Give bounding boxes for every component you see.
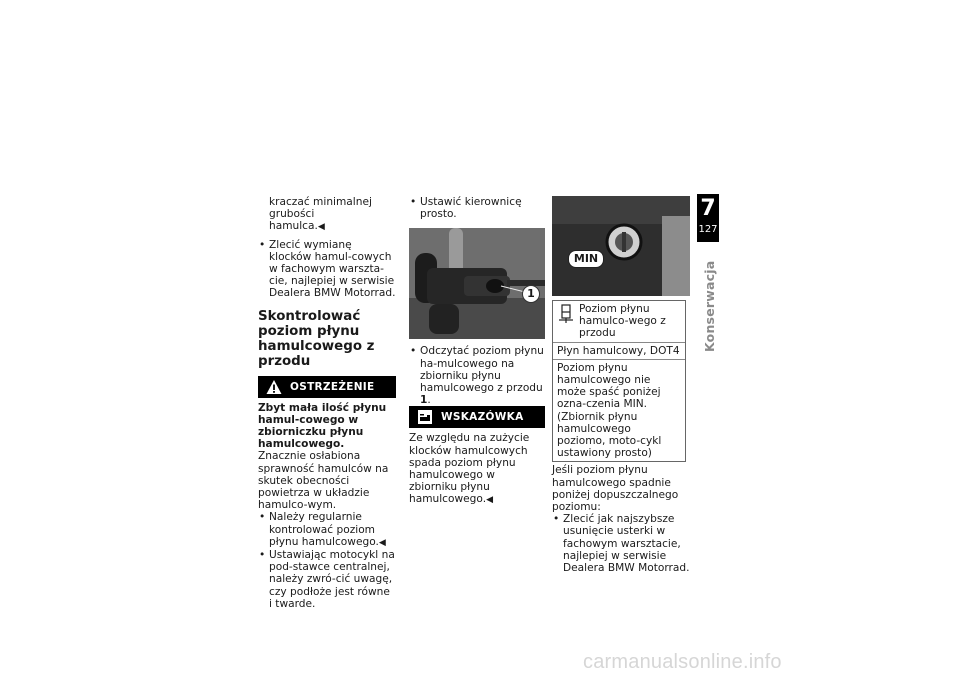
list-item: • Zlecić jak najszybsze usunięcie usterki w fachowym warsztacie, najlepiej w serwisie Dealera BMW Motorrad.: [552, 513, 690, 574]
spec-table: [552, 300, 686, 462]
end-mark: ◀: [378, 537, 386, 548]
spec-table-title: Poziom płynu hamulco-wego z przodu: [579, 303, 666, 340]
body-text: Jeśli poziom płynu hamulcowego spadnie poniżej dopuszczalnego poziomu:: [552, 464, 679, 514]
warning-triangle-icon: [266, 379, 282, 395]
spec-table-header: [553, 301, 685, 343]
hand-pointer-icon: [417, 409, 433, 425]
brake-fluid-level-icon: [557, 303, 575, 325]
reservoir-min-illustration: [552, 196, 690, 296]
reservoir-min-photo: [552, 196, 690, 296]
spec-table-row: Poziom płynu hamulcowego nie może spaść poniżej ozna-czenia MIN. (Zbiornik płynu hamulcowego poziomo, moto-cykl ustawiony prosto): [557, 361, 662, 460]
warning-bold-text: Zbyt mała ilość płynu hamul-cowego w zbiorniczku płynu hamulcowego.: [258, 401, 387, 451]
handlebar-reservoir-photo: [409, 228, 545, 339]
watermark: carmanualsonline.info: [583, 651, 782, 673]
list-item: • Ustawić kierownicę prosto.: [409, 196, 545, 220]
list-item: • Ustawiając motocykl na pod-stawce centralnej, należy zwró-cić uwagę, czy podłoże jest równe i twarde.: [258, 549, 396, 610]
section-heading: Skontrolować poziom płynu hamulcowego z przodu: [258, 308, 375, 369]
section-label: Konserwacja: [702, 260, 717, 352]
chapter-number: 7: [700, 196, 716, 221]
warning-text: Znacznie osłabiona sprawność hamulców na skutek obecności powietrza w układzie hamulco-wym.: [258, 450, 389, 512]
warning-title: OSTRZEŻENIE: [290, 380, 375, 393]
note-banner: [409, 406, 545, 428]
reference-number: 1: [420, 394, 428, 407]
spec-table-row: Płyn hamulcowy, DOT4: [553, 343, 685, 360]
reservoir-photo-illustration: [409, 228, 545, 339]
column-3: [552, 196, 690, 574]
end-mark: ◀: [486, 495, 493, 506]
page-number: 127: [698, 224, 718, 235]
note-title: WSKAZÓWKA: [441, 411, 524, 424]
list-item: • Zlecić wymianę klocków hamul-cowych w fachowym warszta-cie, najlepiej w serwisie Dealera BMW Motorrad.: [258, 239, 396, 300]
list-item: • Odczytać poziom płynu ha-mulcowego na zbiorniku płynu hamulcowego z przodu 1.: [409, 345, 545, 406]
min-label: MIN: [568, 250, 604, 268]
note-text: Ze względu na zużycie klocków hamulcowych spada poziom płynu hamulcowego w zbiorniku płynu hamulcowego.◀: [409, 432, 530, 506]
continued-text: kraczać minimalnej grubości hamulca.◀: [269, 196, 372, 233]
column-2: [409, 196, 545, 507]
column-1: [258, 196, 396, 610]
warning-banner: [258, 376, 396, 398]
list-item: • Należy regularnie kontrolować poziom płynu hamulcowego.◀: [258, 511, 396, 549]
callout-1: 1: [522, 285, 540, 303]
end-mark: ◀: [317, 222, 325, 233]
